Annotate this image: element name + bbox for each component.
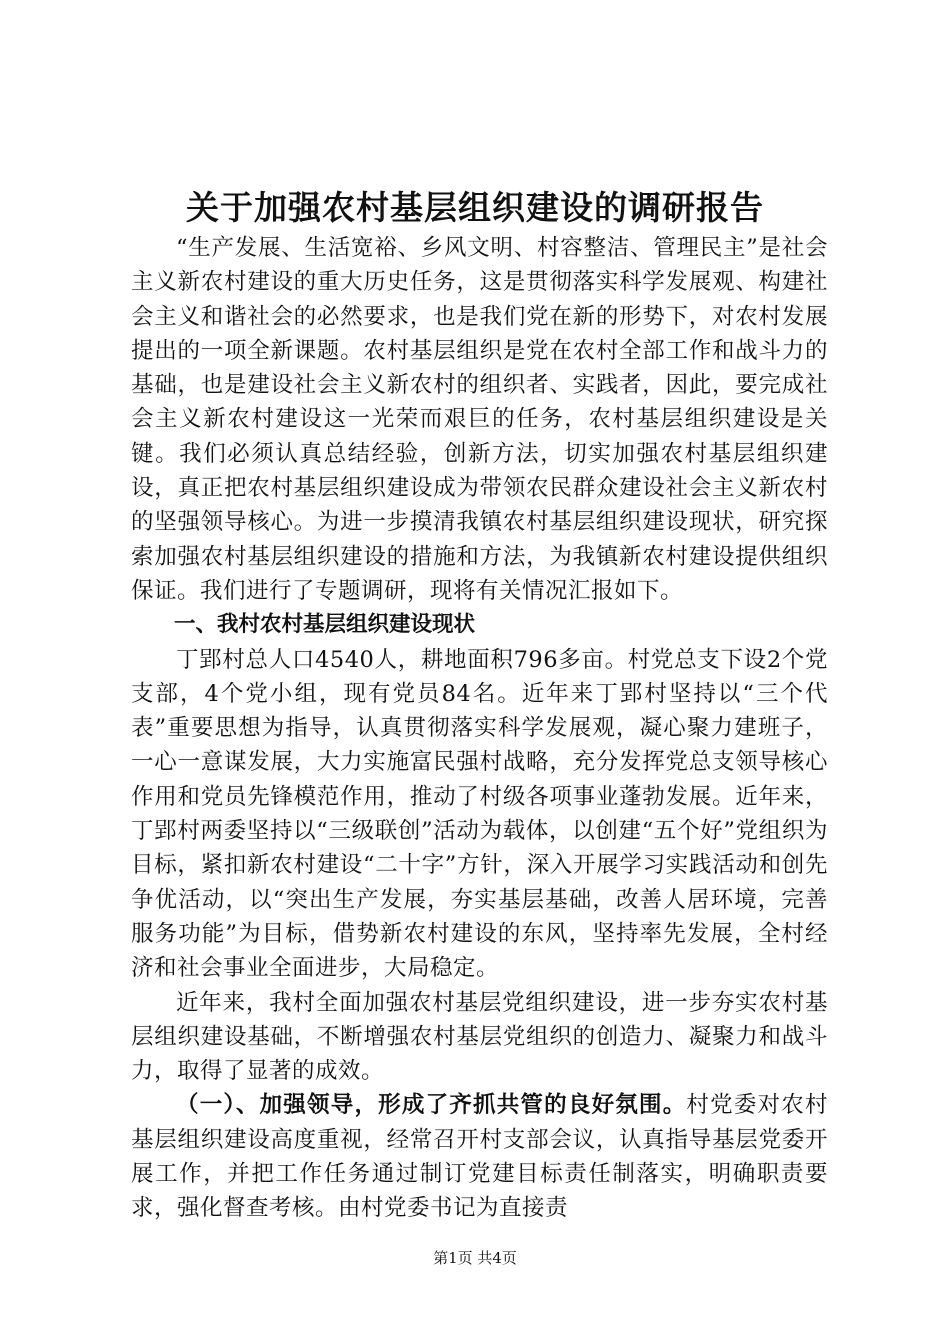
- document-title: 关于加强农村基层组织建设的调研报告: [186, 188, 764, 227]
- section-heading-1: 一、我村农村基层组织建设现状: [174, 612, 476, 638]
- intro-paragraph: “生产发展、生活宽裕、乡风文明、村容整洁、管理民主”是社会主义新农村建设的重大历史任务，这是贯彻落实科学发展观、构建社会主义和谐社会的必然要求，也是我们党在新的形势下，对农村发展提出的一项全新课题。农村基层组织是党在农村全部工作和战斗力的基础，也是建设社会主义新农村的组织者、实践者，因此，要完成社会主义新农村建设这一光荣而艰巨的任务，农村基层组织建设是关键。我们必须认真总结经验，创新方法，切实加强农村基层组织建设，真正把农村基层组织建设成为带领农民群众建设社会主义新农村的坚强领导核心。为进一步摸清我镇农村基层组织建设现状，研究探索加强农村基层组织建设的措施和方法，为我镇新农村建设提供组织保证。我们进行了专题调研，现将有关情况汇报如下。: [131, 235, 828, 604]
- status-paragraph: 丁郢村总人口4540人，耕地面积796多亩。村党总支下设2个党支部，4个党小组，现有党员84名。近年来丁郢村坚持以“三个代表”重要思想为指导，认真贯彻落实科学发展观，凝心聚力建班子，一心一意谋发展，大力实施富民强村战略，充分发挥党总支领导核心作用和党员先锋模范作用，推动了村级各项事业蓬勃发展。近年来，丁郢村两委坚持以“三级联创”活动为载体，以创建“五个好”党组织为目标，紧扣新农村建设“二十字”方针，深入开展学习实践活动和创先争优活动，以“突出生产发展，夯实基层基础，改善人居环境，完善服务功能”为目标，借势新农村建设的东风，坚持率先发展，全村经济和社会事业全面进步，大局稳定。: [131, 646, 828, 982]
- page-footer: 第1页 共4页: [433, 1249, 517, 1267]
- item-1-text: 村党委对农村基层组织建设高度重视，经常召开村支部会议，认真指导基层党委开展工作，并把工作任务通过制订党建目标责任制落实，明确职责要求，强化督查考核。由村党委书记为直接责: [131, 1092, 828, 1222]
- document-body: [131, 231, 828, 1226]
- item-1-paragraph: [131, 1088, 828, 1225]
- item-1-heading: （一）、加强领导，形成了齐抓共管的良好氛围。: [176, 1092, 687, 1119]
- achievements-paragraph: 近年来，我村全面加强农村基层党组织建设，进一步夯实农村基层组织建设基础，不断增强农村基层党组织的创造力、凝聚力和战斗力，取得了显著的成效。: [131, 989, 828, 1085]
